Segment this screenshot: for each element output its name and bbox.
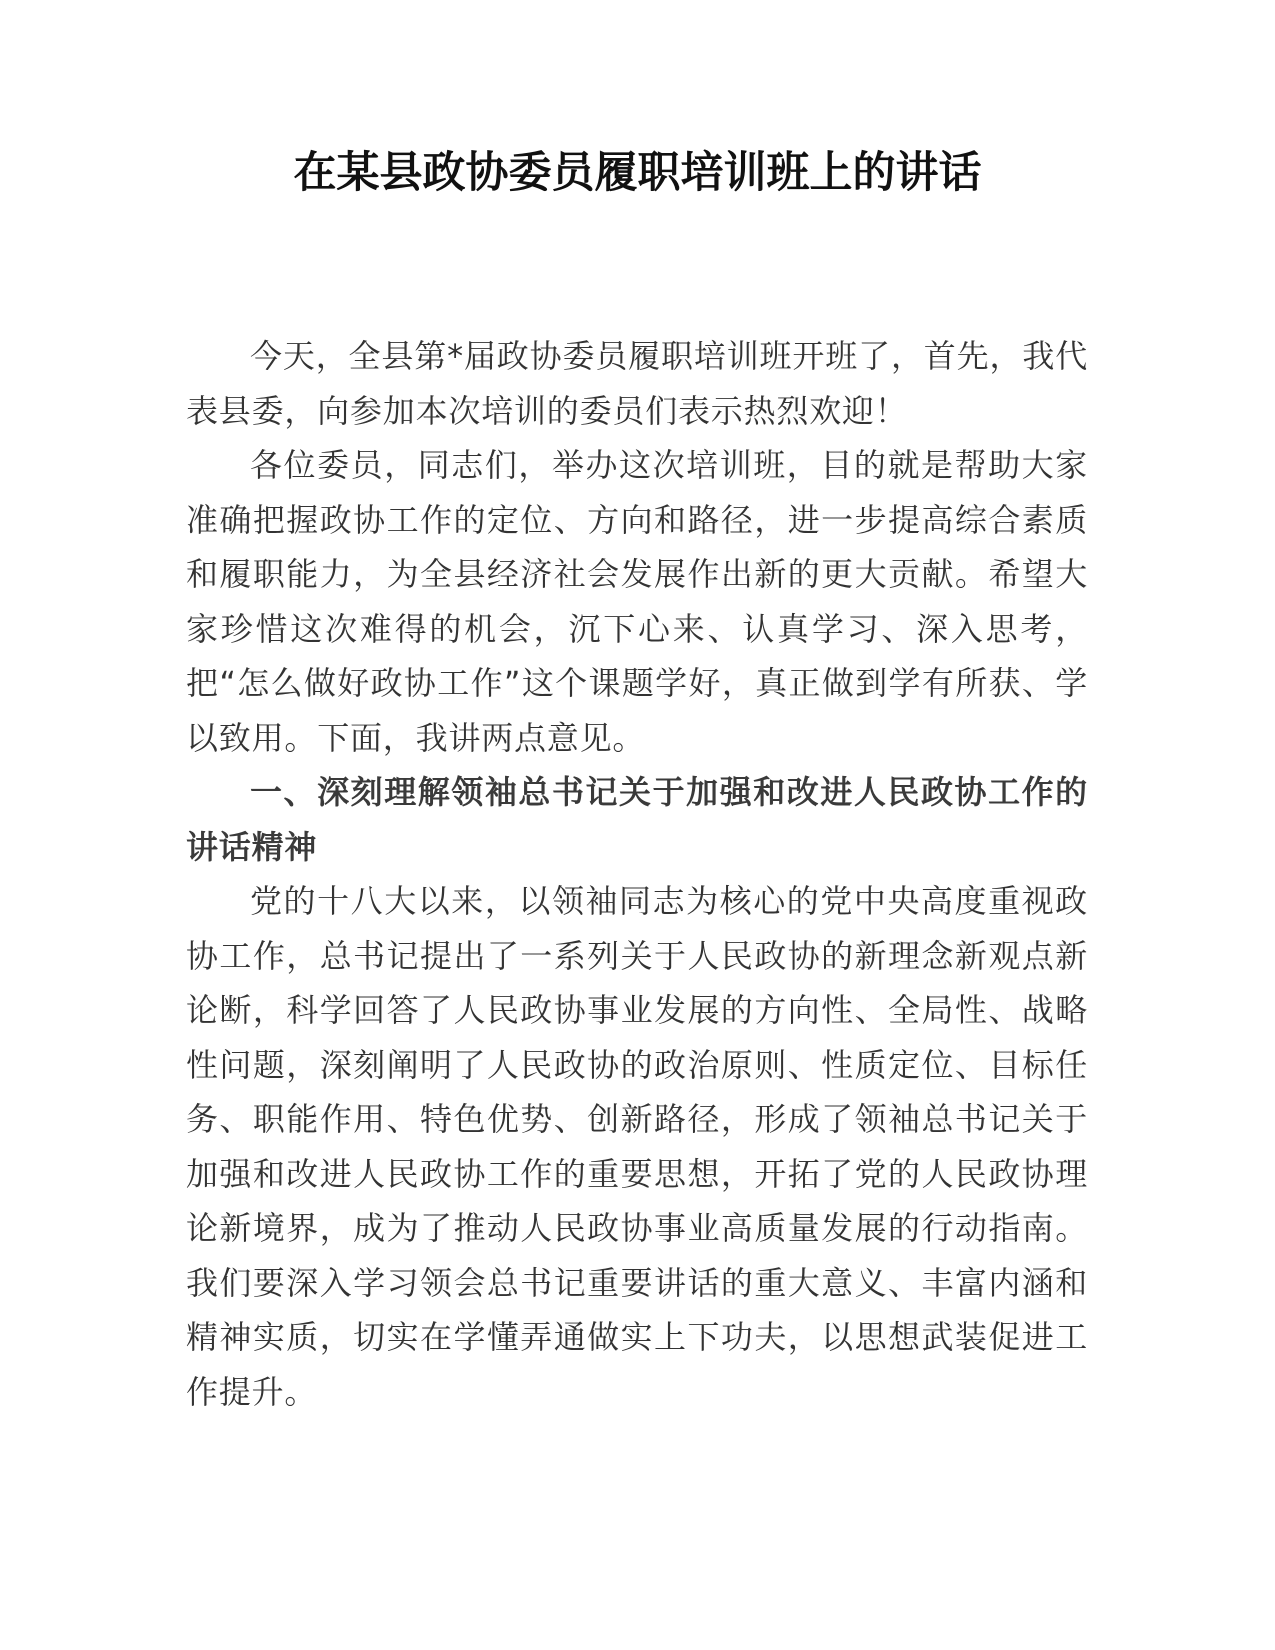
- paragraph-purpose: 各位委员，同志们，举办这次培训班，目的就是帮助大家准确把握政协工作的定位、方向和路径，进一步提高综合素质和履职能力，为全县经济社会发展作出新的更大贡献。希望大家珍惜这次难得的机会，沉下心来、认真学习、深入思考，把“怎么做好政协工作”这个课题学好，真正做到学有所获、学以致用。下面，我讲两点意见。: [186, 446, 1088, 757]
- document-title: 在某县政协委员履职培训班上的讲话: [293, 148, 982, 198]
- paragraph-section-1-body: 党的十八大以来，以领袖同志为核心的党中央高度重视政协工作，总书记提出了一系列关于人民政协的新理念新观点新论断，科学回答了人民政协事业发展的方向性、全局性、战略性问题，深刻阐明了人民政协的政治原则、性质定位、目标任务、职能作用、特色优势、创新路径，形成了领袖总书记关于加强和改进人民政协工作的重要思想，开拓了党的人民政协理论新境界，成为了推动人民政协事业高质量发展的行动指南。我们要深入学习领会总书记重要讲话的重大意义、丰富内涵和精神实质，切实在学懂弄通做实上下功夫，以思想武装促进工作提升。: [186, 882, 1088, 1411]
- section-heading-1: 一、深刻理解领袖总书记关于加强和改进人民政协工作的讲话精神: [186, 773, 1088, 866]
- document-body: [186, 329, 1088, 1419]
- paragraph-welcome: 今天，全县第*届政协委员履职培训班开班了，首先，我代表县委，向参加本次培训的委员们表示热烈欢迎！: [186, 337, 1088, 430]
